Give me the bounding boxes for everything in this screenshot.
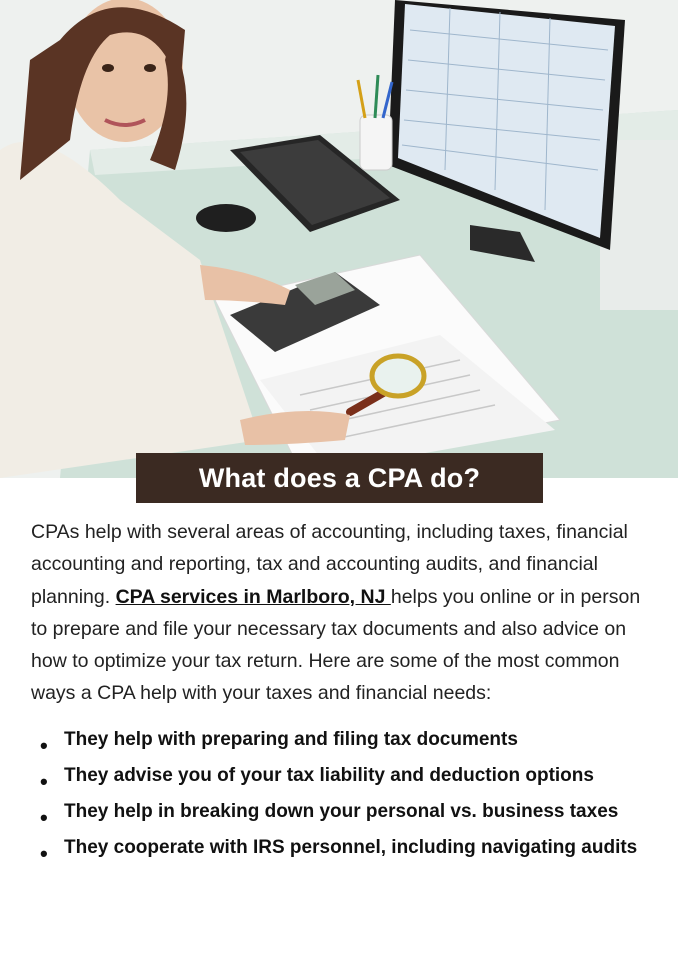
- intro-text-before-link: CPAs help with several areas of accounting, including taxes, financial accounting and reporting, tax and accounting audits, and financial planning.: [31, 521, 628, 608]
- title-banner: [136, 453, 543, 503]
- accountant-photo-icon: [0, 0, 678, 478]
- list-item: • They advise you of your tax liability and deduction options: [30, 758, 650, 794]
- services-list: [30, 722, 650, 866]
- list-item: • They help in breaking down your personal vs. business taxes: [30, 794, 650, 830]
- list-item: • They help with preparing and filing tax documents: [30, 722, 650, 758]
- list-item: • They cooperate with IRS personnel, including navigating audits: [30, 830, 650, 866]
- cpa-services-link[interactable]: CPA services in Marlboro, NJ: [115, 585, 391, 608]
- intro-paragraph: [31, 516, 656, 710]
- page-title: What does a CPA do?: [198, 462, 481, 493]
- hero-photo: [0, 0, 678, 478]
- intro-text-after-link: helps you online or in person to prepare and file your necessary tax documents and also advice on how to optimize your tax return. Here are some of the most common ways a CPA help with your taxes and financial needs:: [31, 585, 641, 705]
